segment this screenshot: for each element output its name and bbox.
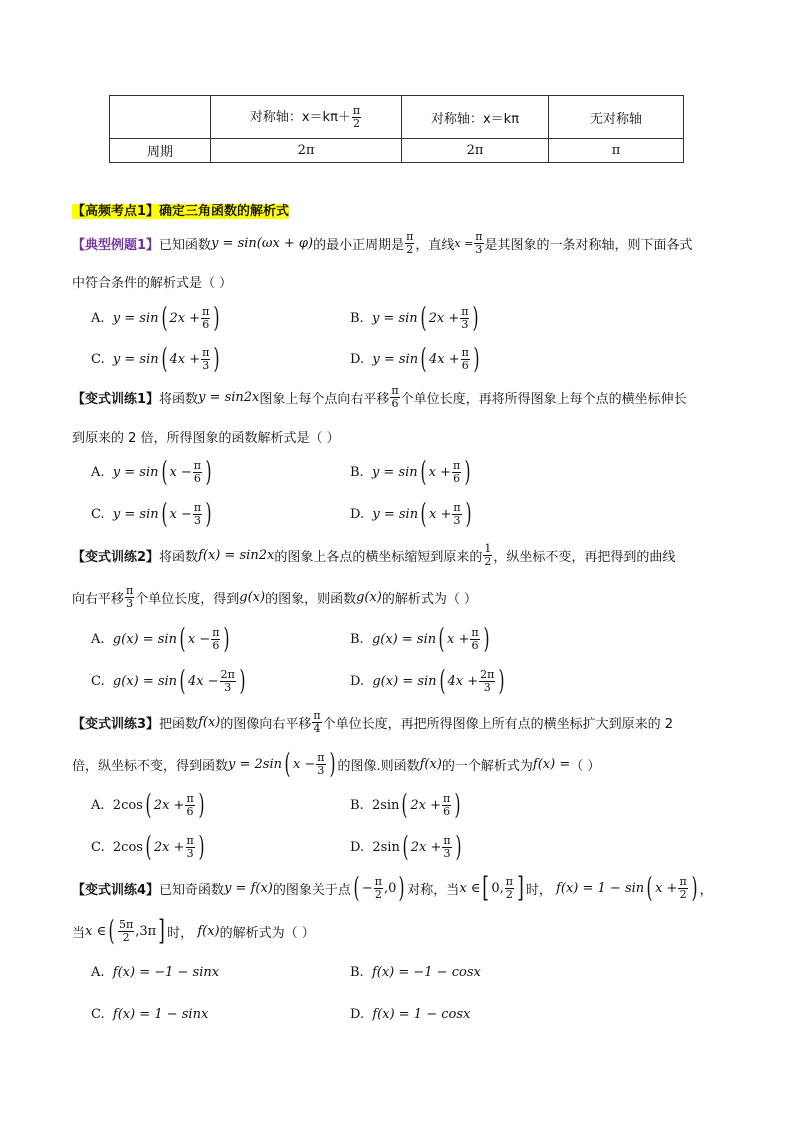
section-tag: 【高频考点1】 [72,204,160,219]
symmetry-table [109,95,684,163]
example-tag: 【变式训练3】 [72,716,160,732]
option-d[interactable]: D. f(x) = 1 − cosx [350,1006,471,1022]
fraction: $\frac{\pi}{6}$ [391,383,399,410]
option-d[interactable]: D. 2sin ( 2x + $\frac{\pi}{3}$ ) [350,830,462,863]
example-tag: 【变式训练1】 [72,391,160,407]
option-a[interactable]: A. y = sin ( x − $\frac{\pi}{6}$ ) [91,455,212,488]
text: 对称，当 [407,882,460,898]
math-expr: f(x) [419,756,442,772]
math-expr: x ∈ [459,880,481,896]
text: 倍，纵坐标不变，得到函数 [72,758,229,774]
fraction: $\frac{\pi}{3}$ [126,583,134,610]
option-c[interactable]: C. y = sin ( x − $\frac{\pi}{3}$ ) [91,497,212,530]
table-cell: 2π [402,139,549,163]
text: 把函数 [159,716,199,732]
example1-line1 [72,224,693,262]
table-cell [211,96,402,139]
math-expr: g(x) [239,589,266,605]
text: 的图象关于点 [272,882,351,898]
math-expr: f(x) = sin2x [198,547,275,563]
math-expr: x = [454,236,474,250]
math-expr: y = sin2x [198,389,260,405]
text: 的解析式为（ ） [219,925,315,941]
option-a[interactable]: A. g(x) = sin ( x − $\frac{\pi}{6}$ ) [91,622,230,655]
math-expr: f(x) = 1 − sin [556,880,645,896]
example-tag: 【变式训练2】 [72,549,160,565]
fraction: $\frac{\pi}{2}$ [505,874,513,901]
fraction: $\frac{\pi}{4}$ [313,708,321,735]
table-cell: 无对称轴 [549,96,684,139]
text: 的图象，则函数 [265,591,357,607]
text: 时， [525,882,552,898]
option-b[interactable]: B. y = sin ( x + $\frac{\pi}{6}$ ) [350,455,471,488]
exercise2-line2 [72,578,477,616]
text: 是其图象的一条对称轴，则下面各式 [484,237,693,253]
math-expr: y = f(x) [224,880,273,896]
text: （ ） [570,758,601,774]
text: 向右平移 [72,591,125,607]
math-expr: y = 2sin [228,756,282,772]
math-expr: g(x) [356,589,382,605]
fraction: $\frac{1}{2}$ [484,541,492,568]
table-cell [110,96,211,139]
math-expr: x ∈ [85,923,107,939]
example-tag: 【典型例题1】 [72,237,160,253]
option-d[interactable]: D. y = sin ( x + $\frac{\pi}{3}$ ) [350,497,472,530]
text: 时， [167,925,194,941]
text: 的图像.则函数 [337,758,420,774]
option-d[interactable]: D. y = sin ( 4x + $\frac{\pi}{6}$ ) [350,342,480,375]
text: ，直线 [415,237,455,253]
exercise1-line2: 到原来的 2 倍，所得图象的函数解析式是（ ） [72,431,340,446]
table-cell: 2π [211,139,402,163]
example1-line2: 中符合条件的解析式是（ ） [72,276,233,291]
option-c[interactable]: C. g(x) = sin ( 4x − $\frac{2\pi}{3}$ ) [91,664,246,697]
fraction: $\frac{5\pi}{2}$ [119,917,134,944]
option-b[interactable]: B. g(x) = sin ( x + $\frac{\pi}{6}$ ) [350,622,490,655]
fraction: $\frac{\pi}{3}$ [317,750,325,777]
text: 的图象上各点的横坐标缩短到原来的 [274,549,483,565]
table-cell: 周期 [110,139,211,163]
fraction: $\frac{\pi}{3}$ [475,229,483,256]
text: 个单位长度，再将所得图象上每个点的横坐标伸长 [400,391,687,407]
table-cell-text: 对称轴：x＝kπ＋ [249,109,351,125]
text: 将函数 [159,391,199,407]
fraction: $\frac{\pi}{2}$ [406,229,414,256]
option-b[interactable]: B. f(x) = −1 − cosx [350,964,481,980]
math-expr: x − [292,756,316,772]
table-cell: π [549,139,684,163]
exercise1-line1 [72,378,687,416]
fraction: $\frac{\pi}{2}$ [352,103,361,130]
fraction: $\frac{\pi}{2}$ [679,874,687,901]
option-a[interactable]: A. 2cos ( 2x + $\frac{\pi}{6}$ ) [91,788,205,821]
option-b[interactable]: B. y = sin ( 2x + $\frac{\pi}{3}$ ) [350,301,479,334]
text: 图象上每个点向右平移 [259,391,390,407]
option-d[interactable]: D. g(x) = sin ( 4x + $\frac{2\pi}{3}$ ) [350,664,505,697]
text: 的图像向右平移 [220,716,312,732]
option-a[interactable]: A. y = sin ( 2x + $\frac{\pi}{6}$ ) [91,301,220,334]
text: 已知函数 [159,237,212,253]
text: 将函数 [159,549,199,565]
option-c[interactable]: C. 2cos ( 2x + $\frac{\pi}{3}$ ) [91,830,205,863]
option-c[interactable]: C. f(x) = 1 − sinx [91,1006,209,1022]
math-expr: y = sin(ωx + φ) [211,235,314,251]
option-c[interactable]: C. y = sin ( 4x + $\frac{\pi}{3}$ ) [91,342,220,375]
section-title: 确定三角函数的解析式 [159,204,290,219]
text: 个单位长度，再把所得图像上所有点的横坐标扩大到原来的 2 [322,716,674,732]
math-expr: f(x) [198,714,221,730]
exercise3-line2: 倍，纵坐标不变，得到函数 y = 2sin ( x − $\frac{\pi}{3}$ ) 的图像.则函数 f(x) 的一个解析式为 f(x) = （ ） [72,747,601,780]
text: 的解析式为（ ） [381,591,478,607]
exercise2-line1 [72,536,675,574]
option-b[interactable]: B. 2sin ( 2x + $\frac{\pi}{6}$ ) [350,788,461,821]
option-a[interactable]: A. f(x) = −1 − sinx [91,964,220,980]
text: 的最小正周期是 [313,237,405,253]
text: 个单位长度，得到 [135,591,240,607]
table-cell: 对称轴：x＝kπ [402,96,549,139]
fraction: $\frac{\pi}{2}$ [374,874,382,901]
section-heading [72,200,289,219]
exercise4-line2: 当 x ∈ ( $\frac{5\pi}{2}$ ,3π ] 时， f(x) 的解析式为（ ） [72,914,315,947]
text: 当 [72,925,86,941]
exercise4-line1: 【变式训练4】 已知奇函数 y = f(x) 的图象关于点 ( − $\frac{\pi}{2}$ ,0 ) 对称，当 x ∈ [ 0, $\frac{\pi}{2}$ ] 时， f(x) = 1 − sin ( x + $\frac{\pi}{2}$ ) ， [72,871,713,904]
text: 的一个解析式为 [441,758,533,774]
math-expr: f(x) [197,923,220,939]
math-expr: f(x) = [532,756,571,772]
text: ，纵坐标不变，再把得到的曲线 [493,549,676,565]
example-tag: 【变式训练4】 [72,882,160,898]
text: 已知奇函数 [159,882,225,898]
exercise3-line1 [72,703,673,741]
